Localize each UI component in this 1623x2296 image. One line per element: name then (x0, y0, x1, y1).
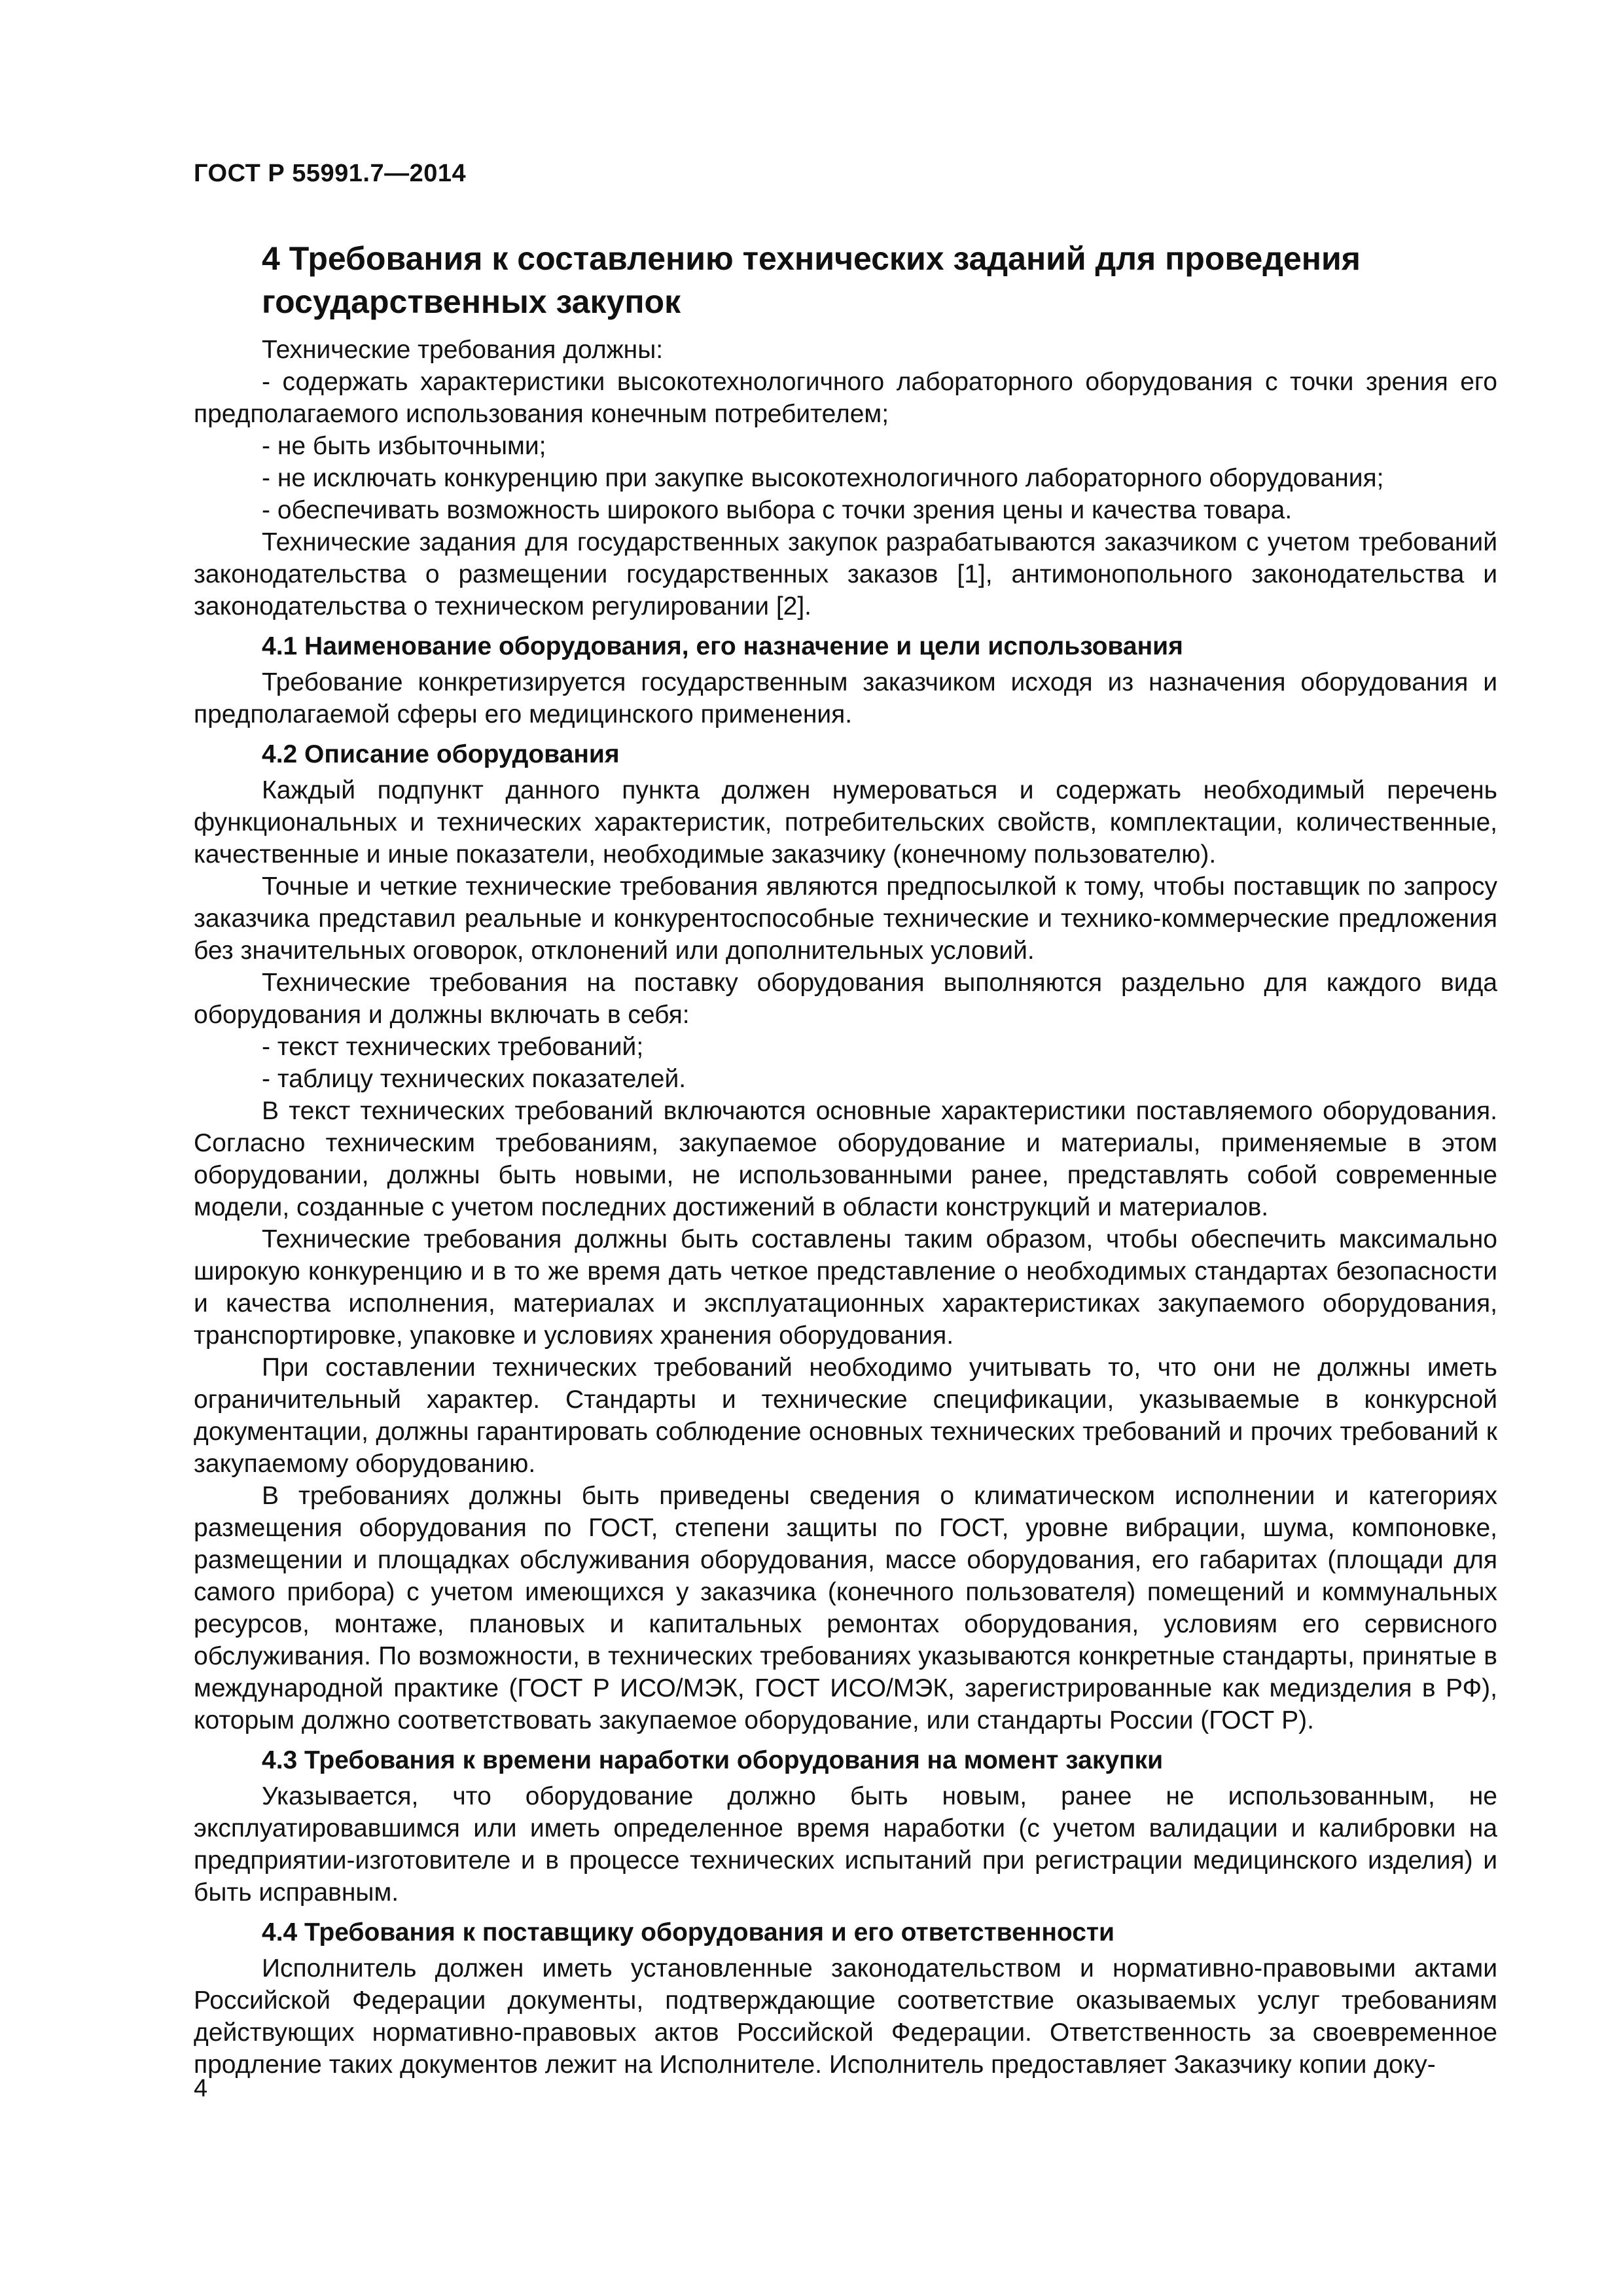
paragraph: В текст технических требований включаются основные характеристики поставляемого оборудования. Согласно техническим требованиям, закупаемое оборудование и материалы, применяемые в этом оборудовании, должны быть новыми, не использованными ранее, представлять собой современные модели, созданные с учетом последних достижений в области конструкций и материалов. (194, 1097, 1497, 1221)
subsection-4-4-title: 4.4 Требования к поставщику оборудования и его ответственности (262, 1918, 1115, 1946)
page-number: 4 (194, 2075, 208, 2102)
paragraph: При составлении технических требований необходимо учитывать то, что они не должны иметь ограничительный характер. Стандарты и технические спецификации, указываемые в конкурсной документации, должны гарантировать соблюдение основных технических требований и прочих требований к закупаемому оборудованию. (194, 1354, 1497, 1478)
document-body (194, 237, 1497, 2081)
list-item: - не быть избыточными; (262, 432, 546, 460)
list-item: - содержать характеристики высокотехнологичного лабораторного оборудования с точки зрения его предполагаемого использования конечным потребителем; (194, 368, 1497, 428)
subsection-4-3-title: 4.3 Требования к времени наработки оборудования на момент закупки (262, 1746, 1164, 1774)
subsection-4-1-text: Требование конкретизируется государственным заказчиком исходя из назначения оборудования и предполагаемой сферы его медицинского применения. (194, 668, 1497, 728)
paragraph: Технические требования должны быть составлены таким образом, чтобы обеспечить максимально широкую конкуренцию и в то же время дать четкое представление о необходимых стандартах безопасности и качества исполнения, материалах и эксплуатационных характеристиках закупаемого оборудования, транспортировке, упаковке и условиях хранения оборудования. (194, 1225, 1497, 1350)
paragraph: Технические требования на поставку оборудования выполняются раздельно для каждого вида оборудования и должны включать в себя: (194, 969, 1497, 1029)
subsection-4-3-text: Указывается, что оборудование должно быть новым, ранее не использованным, не эксплуатировавшимся или иметь определенное время наработки (с учетом валидации и калибровки на предприятии-изготовителе и в процессе технических испытаний при регистрации медицинского изделия) и быть исправным. (194, 1782, 1497, 1907)
document-header: ГОСТ Р 55991.7—2014 (194, 160, 467, 187)
section-4-intro: Технические требования должны: (262, 336, 664, 364)
subsection-4-1-title: 4.1 Наименование оборудования, его назначение и цели использования (262, 632, 1183, 660)
section-4-title: 4 Требования к составлению технических заданий для проведения государственных закупок (262, 240, 1361, 320)
paragraph: Точные и четкие технические требования являются предпосылкой к тому, чтобы поставщик по запросу заказчика представил реальные и конкурентоспособные технические и технико-коммерческие предложения без значительных оговорок, отклонений или дополнительных условий. (194, 872, 1497, 965)
list-item: - обеспечивать возможность широкого выбора с точки зрения цены и качества товара. (262, 496, 1293, 524)
subsection-4-4-text: Исполнитель должен иметь установленные законодательством и нормативно-правовыми актами Российской Федерации документы, подтверждающие соответствие оказываемых услуг требованиям действующих нормативно-правовых актов Российской Федерации. Ответственность за своевременное продление таких документов лежит на Исполнителе. Исполнитель предоставляет Заказчику копии доку- (194, 1954, 1497, 2079)
paragraph: В требованиях должны быть приведены сведения о климатическом исполнении и категориях размещения оборудования по ГОСТ, степени защиты по ГОСТ, уровне вибрации, шума, компоновке, размещении и площадках обслуживания оборудования, массе оборудования, его габаритах (площади для самого прибора) с учетом имеющихся у заказчика (конечного пользователя) помещений и коммунальных ресурсов, монтаже, плановых и капитальных ремонтах оборудования, условиям его сервисного обслуживания. По возможности, в технических требованиях указываются конкретные стандарты, принятые в международной практике (ГОСТ Р ИСО/МЭК, ГОСТ ИСО/МЭК, зарегистрированные как медизделия в РФ), которым должно соответствовать закупаемое оборудование, или стандарты России (ГОСТ Р). (194, 1482, 1497, 1734)
list-item: - текст технических требований; (262, 1033, 644, 1061)
list-item: - таблицу технических показателей. (262, 1065, 687, 1093)
paragraph: Каждый подпункт данного пункта должен нумероваться и содержать необходимый перечень функциональных и технических характеристик, потребительских свойств, комплектации, количественные, качественные и иные показатели, необходимые заказчику (конечному пользователю). (194, 776, 1497, 869)
section-4-paragraph: Технические задания для государственных закупок разрабатываются заказчиком с учетом требований законодательства о размещении государственных заказов [1], антимонопольного законодательства и законодательства о техническом регулировании [2]. (194, 528, 1497, 620)
list-item: - не исключать конкуренцию при закупке высокотехнологичного лабораторного оборудования; (262, 464, 1384, 492)
subsection-4-2-title: 4.2 Описание оборудования (262, 740, 620, 768)
